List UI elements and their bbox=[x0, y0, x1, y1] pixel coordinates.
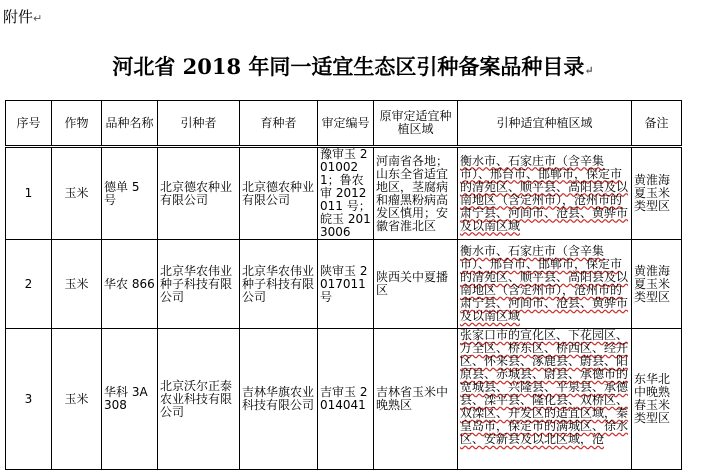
header-note: 备注 bbox=[632, 101, 682, 147]
header-intro-area: 引种适宜种植区域 bbox=[458, 101, 632, 147]
attachment-label: 附件↵ bbox=[3, 8, 43, 26]
table-row bbox=[6, 240, 682, 329]
cell-no: 3 bbox=[6, 329, 52, 470]
cell-approval: 吉审玉 2014041 bbox=[318, 329, 374, 470]
cell-intro-area: 张家口市的宣化区、下花园区、万全区、桥东区、桥西区、经开区、怀来县、涿鹿县、蔚县、阳原县、赤城县、尉县、承德市的宽城县、兴隆县、平泉县、承德县、滦平县、隆化县、双桥区、双滦区、开发区的适宜区域，秦皇岛市，保定市的满城区、徐水区、安新县及以北区域，沧 bbox=[458, 329, 632, 470]
header-introducer: 引种者 bbox=[158, 101, 240, 147]
cell-variety: 德单 5 号 bbox=[102, 147, 158, 240]
cell-breeder: 吉林华旗农业科技有限公司 bbox=[240, 329, 318, 470]
cell-introducer: 北京沃尔正泰农业科技有限公司 bbox=[158, 329, 240, 470]
table-row bbox=[6, 147, 682, 240]
cell-note: 东华北中晚熟春玉米类型区 bbox=[632, 329, 682, 470]
cell-original-area: 陕西关中夏播区 bbox=[374, 240, 458, 329]
cell-original-area: 吉林省玉米中晚熟区 bbox=[374, 329, 458, 470]
cell-no: 2 bbox=[6, 240, 52, 329]
page-title: 河北省 2018 年同一适宜生态区引种备案品种目录↵ bbox=[112, 54, 594, 79]
cell-note: 黄淮海夏玉米类型区 bbox=[632, 147, 682, 240]
cell-approval: 豫审玉 2010021；鲁农审 2012011 号；皖玉 2013006 bbox=[318, 147, 374, 240]
header-breeder: 育种者 bbox=[240, 101, 318, 147]
cell-variety: 华农 866 bbox=[102, 240, 158, 329]
cell-variety: 华科 3A308 bbox=[102, 329, 158, 470]
cell-introducer: 北京华农伟业种子科技有限公司 bbox=[158, 240, 240, 329]
cell-introducer: 北京德农种业有限公司 bbox=[158, 147, 240, 240]
cell-crop: 玉米 bbox=[52, 329, 102, 470]
table-header-row bbox=[6, 101, 682, 147]
cell-crop: 玉米 bbox=[52, 147, 102, 240]
cell-breeder: 北京华农伟业种子科技有限公司 bbox=[240, 240, 318, 329]
cell-intro-area: 衡水市、石家庄市（含辛集市）、邢台市、邯郸市，保定市的清苑区、顺平县、高阳县及以南地区（含定州市），沧州市的肃宁县、河间市、沧县、黄骅市及以南区域 bbox=[458, 240, 632, 329]
cell-no: 1 bbox=[6, 147, 52, 240]
header-approval: 审定编号 bbox=[318, 101, 374, 147]
cell-approval: 陕审玉 2017011 号 bbox=[318, 240, 374, 329]
cell-crop: 玉米 bbox=[52, 240, 102, 329]
header-variety: 品种名称 bbox=[102, 101, 158, 147]
cell-intro-area: 衡水市、石家庄市（含辛集市）、邢台市、邯郸市，保定市的清苑区、顺平县、高阳县及以南地区（含定州市），沧州市的肃宁县、河间市、沧县、黄骅市及以南区域 bbox=[458, 147, 632, 240]
cell-note: 黄淮海夏玉米类型区 bbox=[632, 240, 682, 329]
table-row bbox=[6, 329, 682, 470]
header-no: 序号 bbox=[6, 101, 52, 147]
header-original-area: 原审定适宜种植区域 bbox=[374, 101, 458, 147]
header-crop: 作物 bbox=[52, 101, 102, 147]
cell-original-area: 河南省各地；山东全省适宜地区，茎腐病和瘤黑粉病高发区慎用；安徽省淮北区 bbox=[374, 147, 458, 240]
cell-breeder: 北京德农种业有限公司 bbox=[240, 147, 318, 240]
variety-table bbox=[5, 100, 682, 470]
